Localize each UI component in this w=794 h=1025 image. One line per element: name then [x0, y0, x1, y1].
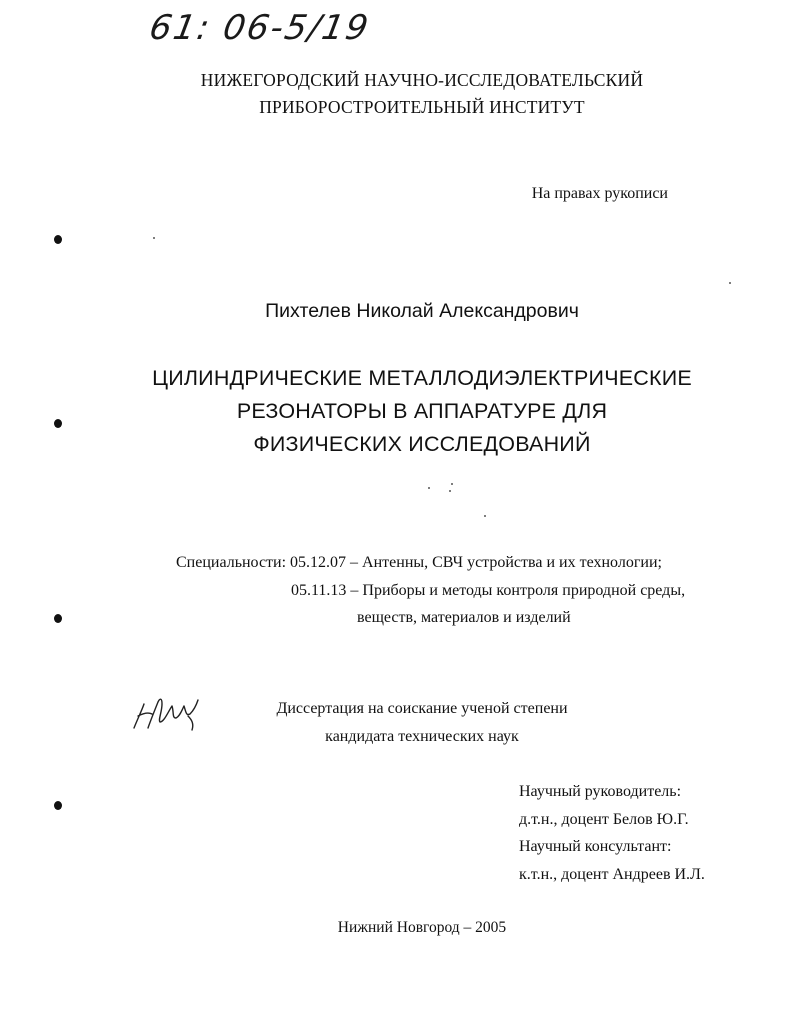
degree-line-1: Диссертация на соискание ученой степени — [276, 700, 568, 717]
specialty-line-3: веществ, материалов и изделий — [357, 609, 571, 626]
institute-name — [0, 67, 794, 121]
dissertation-title — [0, 362, 794, 461]
scan-speck — [451, 483, 453, 485]
supervisor-label: Научный руководитель: — [519, 783, 682, 800]
supervisor-name: д.т.н., доцент Белов Ю.Г. — [519, 810, 689, 828]
punch-hole — [54, 801, 62, 810]
institute-line-2: ПРИБОРОСТРОИТЕЛЬНЫЙ ИНСТИТУТ — [259, 97, 585, 117]
degree-block — [272, 695, 572, 751]
city-year: Нижний Новгород – 2005 — [337, 919, 507, 936]
institute-line-1: НИЖЕГОРОДСКИЙ НАУЧНО-ИССЛЕДОВАТЕЛЬСКИЙ — [200, 70, 644, 90]
punch-hole — [54, 614, 62, 623]
scan-speck — [428, 487, 430, 489]
scan-speck — [484, 515, 486, 517]
consultant-name: к.т.н., доцент Андреев И.Л. — [519, 865, 705, 883]
specialty-line-2: 05.11.13 – Приборы и методы контроля природной среды, — [291, 582, 686, 599]
archive-code: 61: 06-5/19 — [146, 8, 373, 48]
punch-hole — [54, 419, 62, 428]
degree-line-2: кандидата технических наук — [325, 728, 519, 745]
handwritten-signature — [128, 688, 204, 734]
scan-speck — [153, 237, 155, 239]
advisors-block — [519, 778, 705, 888]
punch-hole — [54, 235, 62, 244]
manuscript-note: На правах рукописи — [531, 185, 668, 202]
title-line-2: РЕЗОНАТОРЫ В АППАРАТУРЕ ДЛЯ — [236, 399, 608, 423]
title-line-3: ФИЗИЧЕСКИХ ИССЛЕДОВАНИЙ — [253, 432, 591, 456]
specialty-line-1: Специальности: 05.12.07 – Антенны, СВЧ устройства и их технологии; — [176, 554, 662, 571]
title-line-1: ЦИЛИНДРИЧЕСКИЕ МЕТАЛЛОДИЭЛЕКТРИЧЕСКИЕ — [152, 366, 692, 390]
scan-speck — [729, 282, 731, 284]
consultant-label: Научный консультант: — [519, 838, 672, 855]
scan-speck — [449, 490, 451, 492]
author-name: Пихтелев Николай Александрович — [265, 300, 579, 322]
